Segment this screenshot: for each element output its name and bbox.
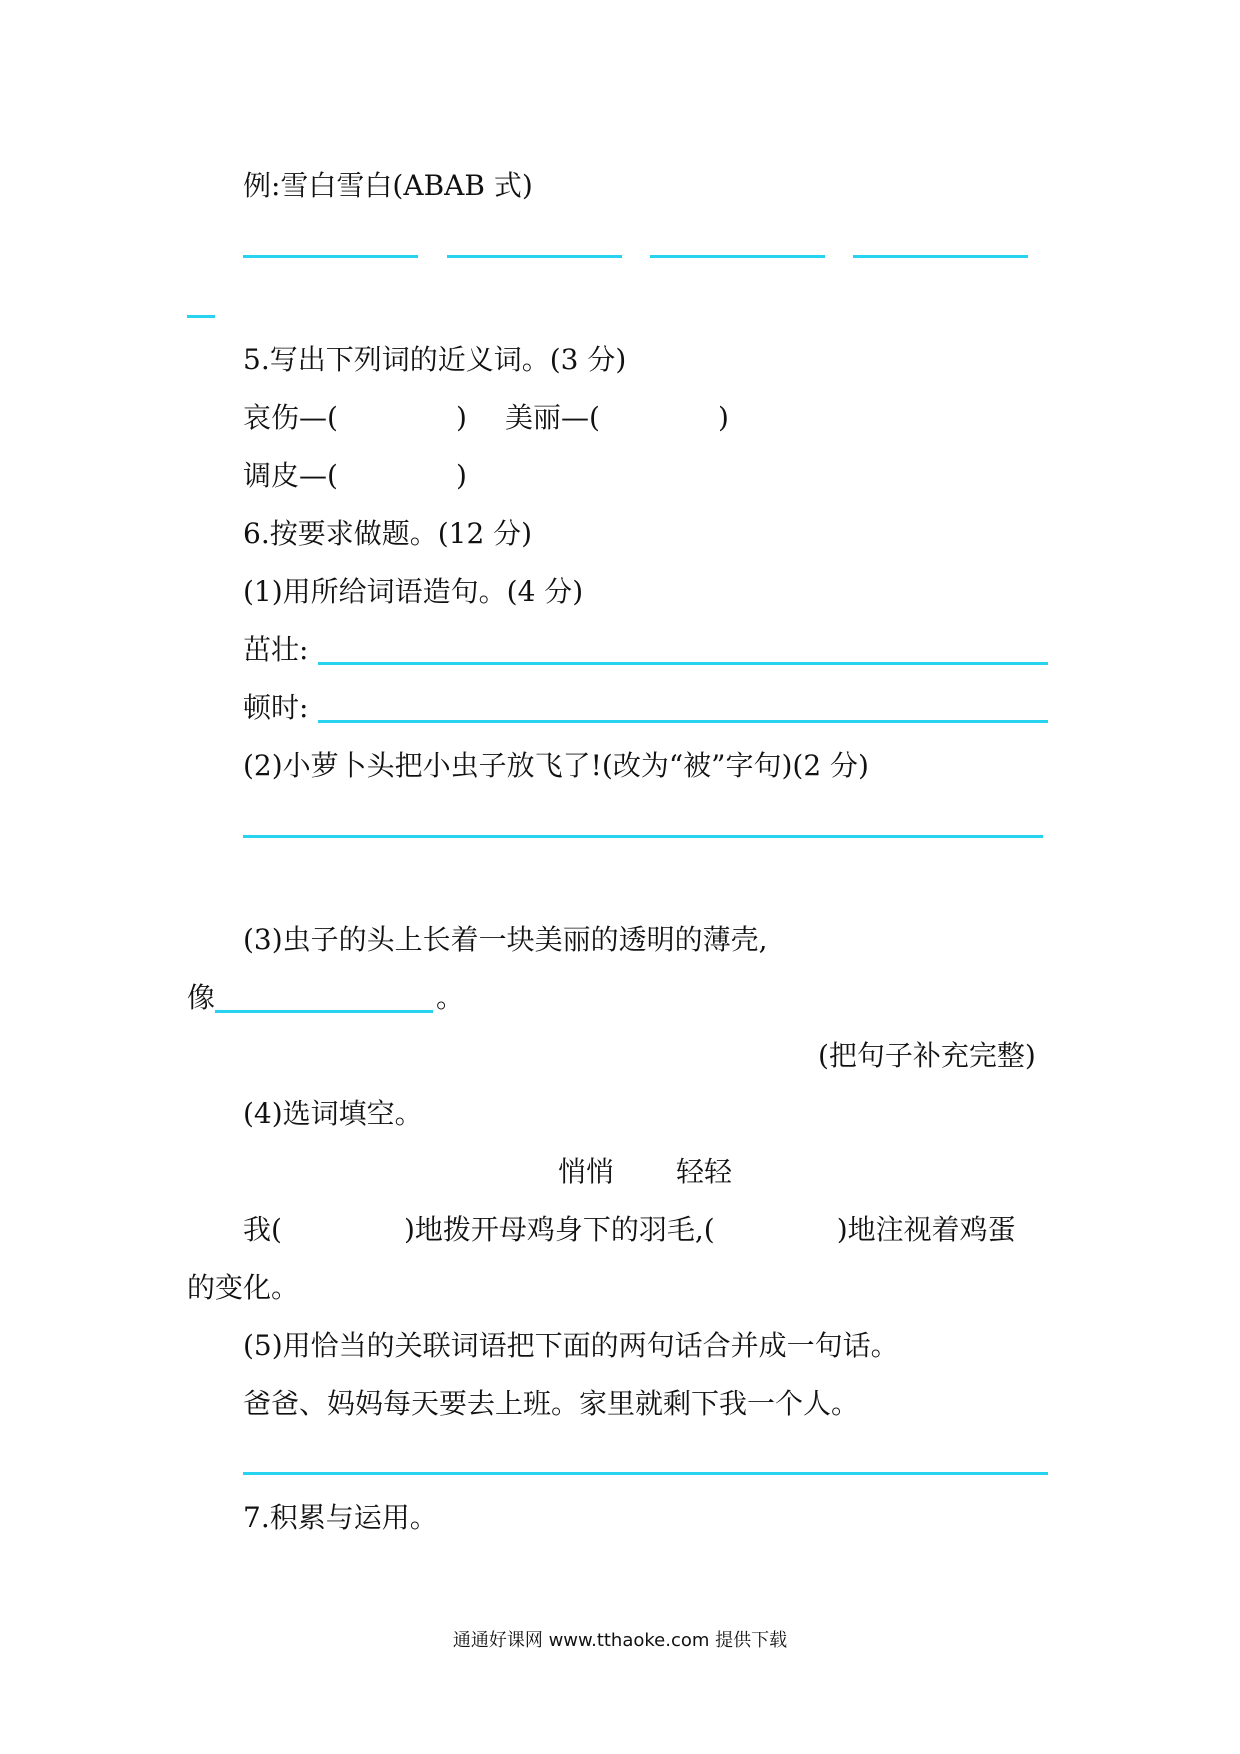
q6-p4-part-c: )地注视着鸡蛋 <box>836 1213 1016 1246</box>
answer-line-combined-sentence[interactable] <box>243 1472 1048 1475</box>
q6-p3-text: (3)虫子的头上长着一块美丽的透明的薄壳, <box>243 923 768 956</box>
answer-line-simile[interactable] <box>215 1010 433 1013</box>
q5-item-1 <box>243 400 467 436</box>
answer-line-bei-sentence[interactable] <box>243 835 1043 838</box>
q6-p3-suffix: 。 <box>436 981 465 1014</box>
q5-item-3 <box>243 458 467 494</box>
q7-title: 7.积累与运用。 <box>243 1501 438 1534</box>
answer-line-abab-4[interactable] <box>853 255 1028 258</box>
answer-line-abab-1[interactable] <box>243 255 418 258</box>
q6-p1-word-1: 茁壮: <box>243 633 309 666</box>
q5-item-1-word: 哀伤—( <box>243 401 338 434</box>
answer-line-abab-3[interactable] <box>650 255 825 258</box>
q6-p5-text: 爸爸、妈妈每天要去上班。家里就剩下我一个人。 <box>243 1387 860 1420</box>
answer-line-sentence-1[interactable] <box>318 662 1048 665</box>
q6-p2-title: (2)小萝卜头把小虫子放飞了!(改为“被”字句)(2 分) <box>243 749 869 782</box>
q6-p4-part-a: 我( <box>243 1213 282 1246</box>
q6-p4-option-1: 悄悄 <box>558 1155 615 1188</box>
q6-p4-title: (4)选词填空。 <box>243 1097 423 1130</box>
q6-title: 6.按要求做题。(12 分) <box>243 517 533 550</box>
q6-p4-sentence <box>243 1212 1016 1248</box>
q5-item-1-close: ) <box>455 401 467 434</box>
q6-p4-part-d: 的变化。 <box>187 1271 300 1304</box>
q6-p1-word-2: 顿时: <box>243 691 309 724</box>
q6-p4-option-2: 轻轻 <box>676 1155 733 1188</box>
q5-item-2-close: ) <box>717 401 729 434</box>
q5-item-3-word: 调皮—( <box>243 459 338 492</box>
q5-item-3-close: ) <box>455 459 467 492</box>
example-label: 例:雪白雪白(ABAB 式) <box>243 169 533 202</box>
q6-p4-part-b: )地拨开母鸡身下的羽毛,( <box>403 1213 715 1246</box>
q5-item-2-word: 美丽—( <box>505 401 600 434</box>
answer-line-abab-wrap[interactable] <box>187 315 215 318</box>
answer-line-abab-2[interactable] <box>447 255 622 258</box>
q6-p1-title: (1)用所给词语造句。(4 分) <box>243 575 584 608</box>
q5-item-2 <box>505 400 729 436</box>
q6-p3-prefix: 像 <box>187 981 216 1014</box>
answer-line-sentence-2[interactable] <box>318 720 1048 723</box>
q6-p5-title: (5)用恰当的关联词语把下面的两句话合并成一句话。 <box>243 1329 899 1362</box>
footer-download-note: 通通好课网 www.tthaoke.com 提供下载 <box>452 1630 788 1651</box>
q5-title: 5.写出下列词的近义词。(3 分) <box>243 343 627 376</box>
q6-p3-note: (把句子补充完整) <box>818 1039 1036 1072</box>
